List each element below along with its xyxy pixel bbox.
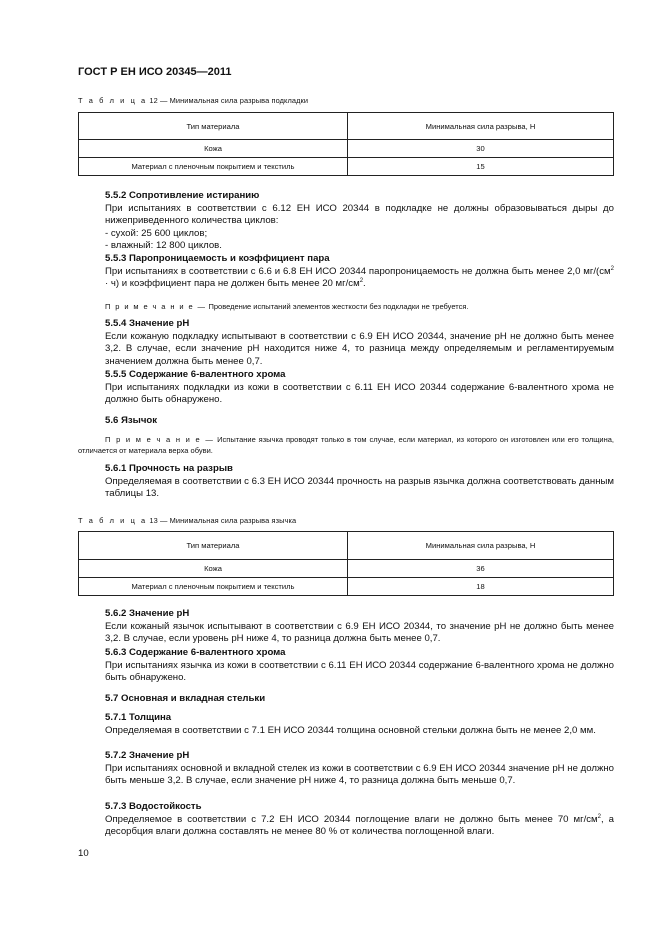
table-header-row bbox=[79, 532, 614, 560]
table-cell: 30 bbox=[348, 140, 614, 158]
section-5-7-1 bbox=[78, 712, 614, 737]
table-row bbox=[79, 140, 614, 158]
table-header-row bbox=[79, 113, 614, 140]
superscript: 2 bbox=[610, 265, 614, 272]
table13-caption bbox=[78, 516, 296, 525]
section-heading: 5.7.2 Значение pH bbox=[105, 750, 190, 761]
section-heading: 5.7.3 Водостойкость bbox=[105, 801, 202, 812]
section-heading: 5.5.5 Содержание 6-валентного хрома bbox=[105, 369, 286, 380]
section-heading: 5.5.4 Значение pH bbox=[105, 318, 190, 329]
section-5-6 bbox=[78, 415, 614, 428]
superscript: 2 bbox=[359, 277, 364, 284]
table-row bbox=[79, 158, 614, 176]
section-5-7-2 bbox=[78, 750, 614, 788]
list-item: - сухой: 25 600 циклов; bbox=[105, 227, 208, 239]
section-heading: 5.5.3 Паропроницаемость и коэффициент пара bbox=[105, 253, 330, 264]
note-5-6 bbox=[78, 434, 614, 456]
section-heading: 5.6.2 Значение pH bbox=[105, 608, 190, 619]
paragraph: Если кожаную подкладку испытывают в соответствии с 6.9 ЕН ИСО 20344, значение pH не должно быть менее 3,2. В случае, если значение pH находится ниже 4, то разница между определяемым и регламентируемым значением должна быть менее 0,7. bbox=[105, 330, 614, 367]
section-5-5-2 bbox=[78, 190, 614, 253]
paragraph: Если кожаный язычок испытывают в соответствии с 6.9 ЕН ИСО 20344, то значение pH не должно быть менее 3,2. В случае, если уровень pH ниже 4, то разница должна быть менее 0,7. bbox=[105, 620, 614, 644]
table12 bbox=[78, 112, 614, 176]
note-5-5-3 bbox=[78, 301, 614, 312]
table13-caption-word: Т а б л и ц а bbox=[78, 516, 148, 525]
note-text: Проведение испытаний элементов жесткости без подкладки не требуется. bbox=[206, 302, 469, 311]
page-number: 10 bbox=[78, 848, 89, 859]
paragraph bbox=[78, 814, 614, 839]
table-header-cell: Тип материала bbox=[79, 113, 348, 140]
table-cell: Материал с пленочным покрытием и текстиль bbox=[79, 578, 348, 596]
section-heading: 5.6 Язычок bbox=[105, 415, 158, 426]
table12-caption-word: Т а б л и ц а bbox=[78, 96, 148, 105]
section-5-5-3 bbox=[78, 253, 614, 291]
paragraph: При испытаниях подкладки из кожи в соответствии с 6.11 ЕН ИСО 20344 содержание 6-валентного хрома не должно быть обнаружено. bbox=[105, 381, 614, 405]
note-label: П р и м е ч а н и е — bbox=[105, 435, 215, 444]
table-header-cell: Минимальная сила разрыва, Н bbox=[348, 113, 614, 140]
section-5-5-4 bbox=[78, 318, 614, 368]
paragraph: При испытаниях язычка из кожи в соответствии с 6.11 ЕН ИСО 20344 содержание 6-валентного хрома не должно быть обнаружено. bbox=[105, 659, 614, 683]
section-heading: 5.6.1 Прочность на разрыв bbox=[105, 463, 233, 474]
table-cell: 18 bbox=[348, 578, 614, 596]
table-row bbox=[79, 560, 614, 578]
paragraph: Определяемая в соответствии с 6.3 ЕН ИСО 20344 прочность на разрыв язычка должна соответствовать данным таблицы 13. bbox=[105, 475, 614, 499]
paragraph: При испытаниях основной и вкладной стелек из кожи в соответствии с 6.9 ЕН ИСО 20344 значение pH не должно быть меньше 3,2. В случае, если значение pH ниже 4, то разница должна быть меньше 0,7. bbox=[105, 762, 614, 786]
table-header-cell: Минимальная сила разрыва, Н bbox=[348, 532, 614, 560]
table-cell: Кожа bbox=[79, 560, 348, 578]
section-heading: 5.6.3 Содержание 6-валентного хрома bbox=[105, 647, 286, 658]
paragraph bbox=[78, 266, 614, 291]
table-header-cell: Тип материала bbox=[79, 532, 348, 560]
list-item: - влажный: 12 800 циклов. bbox=[105, 240, 222, 251]
section-5-6-1 bbox=[78, 463, 614, 501]
paragraph-text: · ч) и коэффициент пара не должен быть менее 20 мг/см bbox=[105, 278, 360, 289]
paragraph-text: При испытаниях в соответствии с 6.6 и 6.8 ЕН ИСО 20344 паропроницаемость не должна быть менее 2,0 мг/(см bbox=[105, 265, 611, 277]
section-5-6-2 bbox=[78, 608, 614, 646]
section-5-5-5 bbox=[78, 369, 614, 407]
section-heading: 5.5.2 Сопротивление истиранию bbox=[105, 190, 260, 201]
section-heading: 5.7 Основная и вкладная стельки bbox=[105, 693, 266, 704]
note-label: П р и м е ч а н и е — bbox=[105, 302, 207, 311]
table-cell: 15 bbox=[348, 158, 614, 176]
note-text: Испытание язычка проводят только в том случае, если материал, из которого он изготовлен или его толщина, отличается от материала верха обуви. bbox=[78, 435, 614, 455]
paragraph-text: Определяемое в соответствии с 7.2 ЕН ИСО 20344 поглощение влаги не должно быть менее 70 мг/см bbox=[105, 813, 598, 825]
paragraph: Определяемая в соответствии с 7.1 ЕН ИСО 20344 толщина основной стельки должна быть не менее 2,0 мм. bbox=[105, 724, 596, 736]
section-5-6-3 bbox=[78, 647, 614, 685]
paragraph-text: . bbox=[363, 278, 366, 289]
paragraph: При испытаниях в соответствии с 6.12 ЕН ИСО 20344 в подкладке не должны образовываться дыры до нижеприведенного количества циклов: bbox=[105, 202, 614, 226]
document-header: ГОСТ Р ЕН ИСО 20345—2011 bbox=[78, 66, 232, 78]
table13-caption-text: 13 — Минимальная сила разрыва язычка bbox=[149, 516, 297, 525]
table13 bbox=[78, 531, 614, 596]
table12-caption-text: 12 — Минимальная сила разрыва подкладки bbox=[149, 96, 309, 105]
table-cell: Материал с пленочным покрытием и текстиль bbox=[79, 158, 348, 176]
section-5-7-3 bbox=[78, 801, 614, 839]
table12-caption bbox=[78, 96, 308, 105]
paragraph-text: , а десорбция влаги должна составлять не менее 80 % от количества поглощенной влаги. bbox=[105, 813, 615, 837]
table-cell: Кожа bbox=[79, 140, 348, 158]
table-row bbox=[79, 578, 614, 596]
section-5-7 bbox=[78, 693, 614, 706]
superscript: 2 bbox=[597, 813, 601, 820]
section-heading: 5.7.1 Толщина bbox=[105, 712, 172, 723]
table-cell: 36 bbox=[348, 560, 614, 578]
